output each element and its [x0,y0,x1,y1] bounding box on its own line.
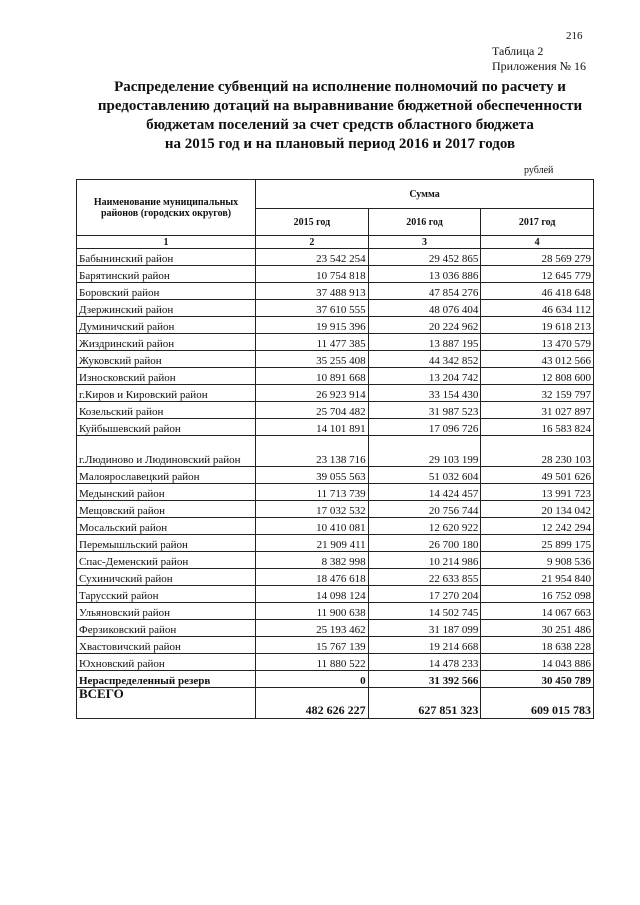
amount-2017: 14 043 886 [481,654,594,671]
amount-2016: 31 187 099 [368,620,481,637]
district-name: Боровский район [77,283,256,300]
table-row [77,484,594,501]
amount-2017: 49 501 626 [481,467,594,484]
district-name: Юхновский район [77,654,256,671]
table-row [77,654,594,671]
amount-2016: 14 424 457 [368,484,481,501]
district-name: Ульяновский район [77,603,256,620]
amount-2016: 44 342 852 [368,351,481,368]
amount-2017: 13 991 723 [481,484,594,501]
table-ref-line2: Приложения № 16 [492,59,587,73]
district-name: г.Людиново и Людиновский район [77,436,256,467]
index-col-2: 2 [256,236,369,249]
amount-2016: 22 633 855 [368,569,481,586]
reserve-name: Нераспределенный резерв [77,671,256,688]
district-name: Жиздринский район [77,334,256,351]
amount-2017: 9 908 536 [481,552,594,569]
amount-2017: 21 954 840 [481,569,594,586]
reserve-2015: 0 [256,671,369,688]
total-2017: 609 015 783 [481,688,594,719]
amount-2015: 39 055 563 [256,467,369,484]
district-name: Козельский район [77,402,256,419]
header-2017: 2017 год [481,209,594,236]
table-body [77,249,594,671]
amount-2015: 23 542 254 [256,249,369,266]
amount-2017: 32 159 797 [481,385,594,402]
table-row [77,385,594,402]
table-row [77,317,594,334]
amount-2016: 48 076 404 [368,300,481,317]
header-2015: 2015 год [256,209,369,236]
amount-2016: 51 032 604 [368,467,481,484]
amount-2015: 11 880 522 [256,654,369,671]
district-name: Медынский район [77,484,256,501]
table-row [77,300,594,317]
amount-2015: 14 098 124 [256,586,369,603]
amount-2016: 13 036 886 [368,266,481,283]
amount-2017: 30 251 486 [481,620,594,637]
amount-2015: 18 476 618 [256,569,369,586]
amount-2016: 14 478 233 [368,654,481,671]
table-row [77,467,594,484]
table-reference [492,44,586,74]
district-name: Перемышльский район [77,535,256,552]
total-row [77,688,594,719]
amount-2017: 12 808 600 [481,368,594,385]
amount-2016: 47 854 276 [368,283,481,300]
amount-2016: 29 452 865 [368,249,481,266]
title-line3: бюджетам поселений за счет средств областного бюджета [146,117,534,133]
amount-2016: 20 224 962 [368,317,481,334]
amount-2016: 13 204 742 [368,368,481,385]
amount-2016: 29 103 199 [368,436,481,467]
amount-2017: 12 242 294 [481,518,594,535]
amount-2015: 11 477 385 [256,334,369,351]
amount-2016: 19 214 668 [368,637,481,654]
district-name: Дзержинский район [77,300,256,317]
table-row [77,368,594,385]
reserve-2017: 30 450 789 [481,671,594,688]
amount-2017: 28 230 103 [481,436,594,467]
district-name: Сухиничский район [77,569,256,586]
amount-2016: 17 270 204 [368,586,481,603]
table-row [77,535,594,552]
amount-2015: 23 138 716 [256,436,369,467]
amount-2016: 20 756 744 [368,501,481,518]
header-sum: Сумма [256,180,594,209]
amount-2015: 8 382 998 [256,552,369,569]
title-line2: предоставлению дотаций на выравнивание бюджетной обеспеченности [97,98,583,114]
amount-2017: 20 134 042 [481,501,594,518]
district-name: Мещовский район [77,501,256,518]
table-row [77,266,594,283]
reserve-2016: 31 392 566 [368,671,481,688]
amount-2017: 43 012 566 [481,351,594,368]
amount-2015: 10 410 081 [256,518,369,535]
amount-2017: 16 583 824 [481,419,594,436]
district-name: Износковский район [77,368,256,385]
amount-2015: 10 754 818 [256,266,369,283]
reserve-row [77,671,594,688]
amount-2017: 46 634 112 [481,300,594,317]
amount-2015: 37 488 913 [256,283,369,300]
total-name: ВСЕГО [77,688,256,719]
total-2016: 627 851 323 [368,688,481,719]
amount-2015: 26 923 914 [256,385,369,402]
amount-2017: 19 618 213 [481,317,594,334]
table-row [77,637,594,654]
amount-2015: 15 767 139 [256,637,369,654]
amount-2015: 25 704 482 [256,402,369,419]
amount-2015: 11 900 638 [256,603,369,620]
district-name: Барятинский район [77,266,256,283]
table-row [77,552,594,569]
amount-2016: 10 214 986 [368,552,481,569]
amount-2016: 31 987 523 [368,402,481,419]
amount-2015: 14 101 891 [256,419,369,436]
title-line4: на 2015 год и на плановый период 2016 и 2017 годов [164,136,516,152]
amount-2016: 12 620 922 [368,518,481,535]
table-row [77,283,594,300]
amount-2016: 26 700 180 [368,535,481,552]
table-row [77,249,594,266]
table-row [77,569,594,586]
unit-label: рублей [524,165,554,176]
amount-2015: 19 915 396 [256,317,369,334]
page-number: 216 [566,30,583,42]
district-name: Ферзиковский район [77,620,256,637]
district-name: г.Киров и Кировский район [77,385,256,402]
title-line1: Распределение субвенций на исполнение полномочий по расчету и [114,79,566,95]
amount-2016: 33 154 430 [368,385,481,402]
amount-2017: 25 899 175 [481,535,594,552]
amount-2015: 37 610 555 [256,300,369,317]
amount-2017: 46 418 648 [481,283,594,300]
amount-2017: 16 752 098 [481,586,594,603]
table-row [77,436,594,467]
table-row [77,518,594,535]
amount-2016: 13 887 195 [368,334,481,351]
district-name: Мосальский район [77,518,256,535]
table-row [77,334,594,351]
total-2015: 482 626 227 [256,688,369,719]
index-col-4: 4 [481,236,594,249]
district-name: Жуковский район [77,351,256,368]
amount-2017: 28 569 279 [481,249,594,266]
document-title [70,78,610,154]
table-row [77,620,594,637]
amount-2015: 21 909 411 [256,535,369,552]
amount-2015: 11 713 739 [256,484,369,501]
header-2016: 2016 год [368,209,481,236]
district-name: Бабынинский район [77,249,256,266]
amount-2016: 17 096 726 [368,419,481,436]
amount-2017: 14 067 663 [481,603,594,620]
amount-2015: 10 891 668 [256,368,369,385]
amount-2015: 35 255 408 [256,351,369,368]
district-name: Куйбышевский район [77,419,256,436]
amount-2016: 14 502 745 [368,603,481,620]
table-row [77,419,594,436]
table-row [77,501,594,518]
table-row [77,603,594,620]
district-name: Хвастовичский район [77,637,256,654]
table-ref-line1: Таблица 2 [492,44,544,58]
table-row [77,586,594,603]
amount-2015: 17 032 532 [256,501,369,518]
subvention-table [76,179,594,719]
index-col-3: 3 [368,236,481,249]
amount-2017: 12 645 779 [481,266,594,283]
table-row [77,351,594,368]
amount-2017: 13 470 579 [481,334,594,351]
district-name: Думиничский район [77,317,256,334]
district-name: Малоярославецкий район [77,467,256,484]
amount-2015: 25 193 462 [256,620,369,637]
amount-2017: 31 027 897 [481,402,594,419]
header-name: Наименование муниципальных районов (городских округов) [77,180,256,236]
index-col-1: 1 [77,236,256,249]
district-name: Спас-Деменский район [77,552,256,569]
table-row [77,402,594,419]
amount-2017: 18 638 228 [481,637,594,654]
district-name: Тарусский район [77,586,256,603]
